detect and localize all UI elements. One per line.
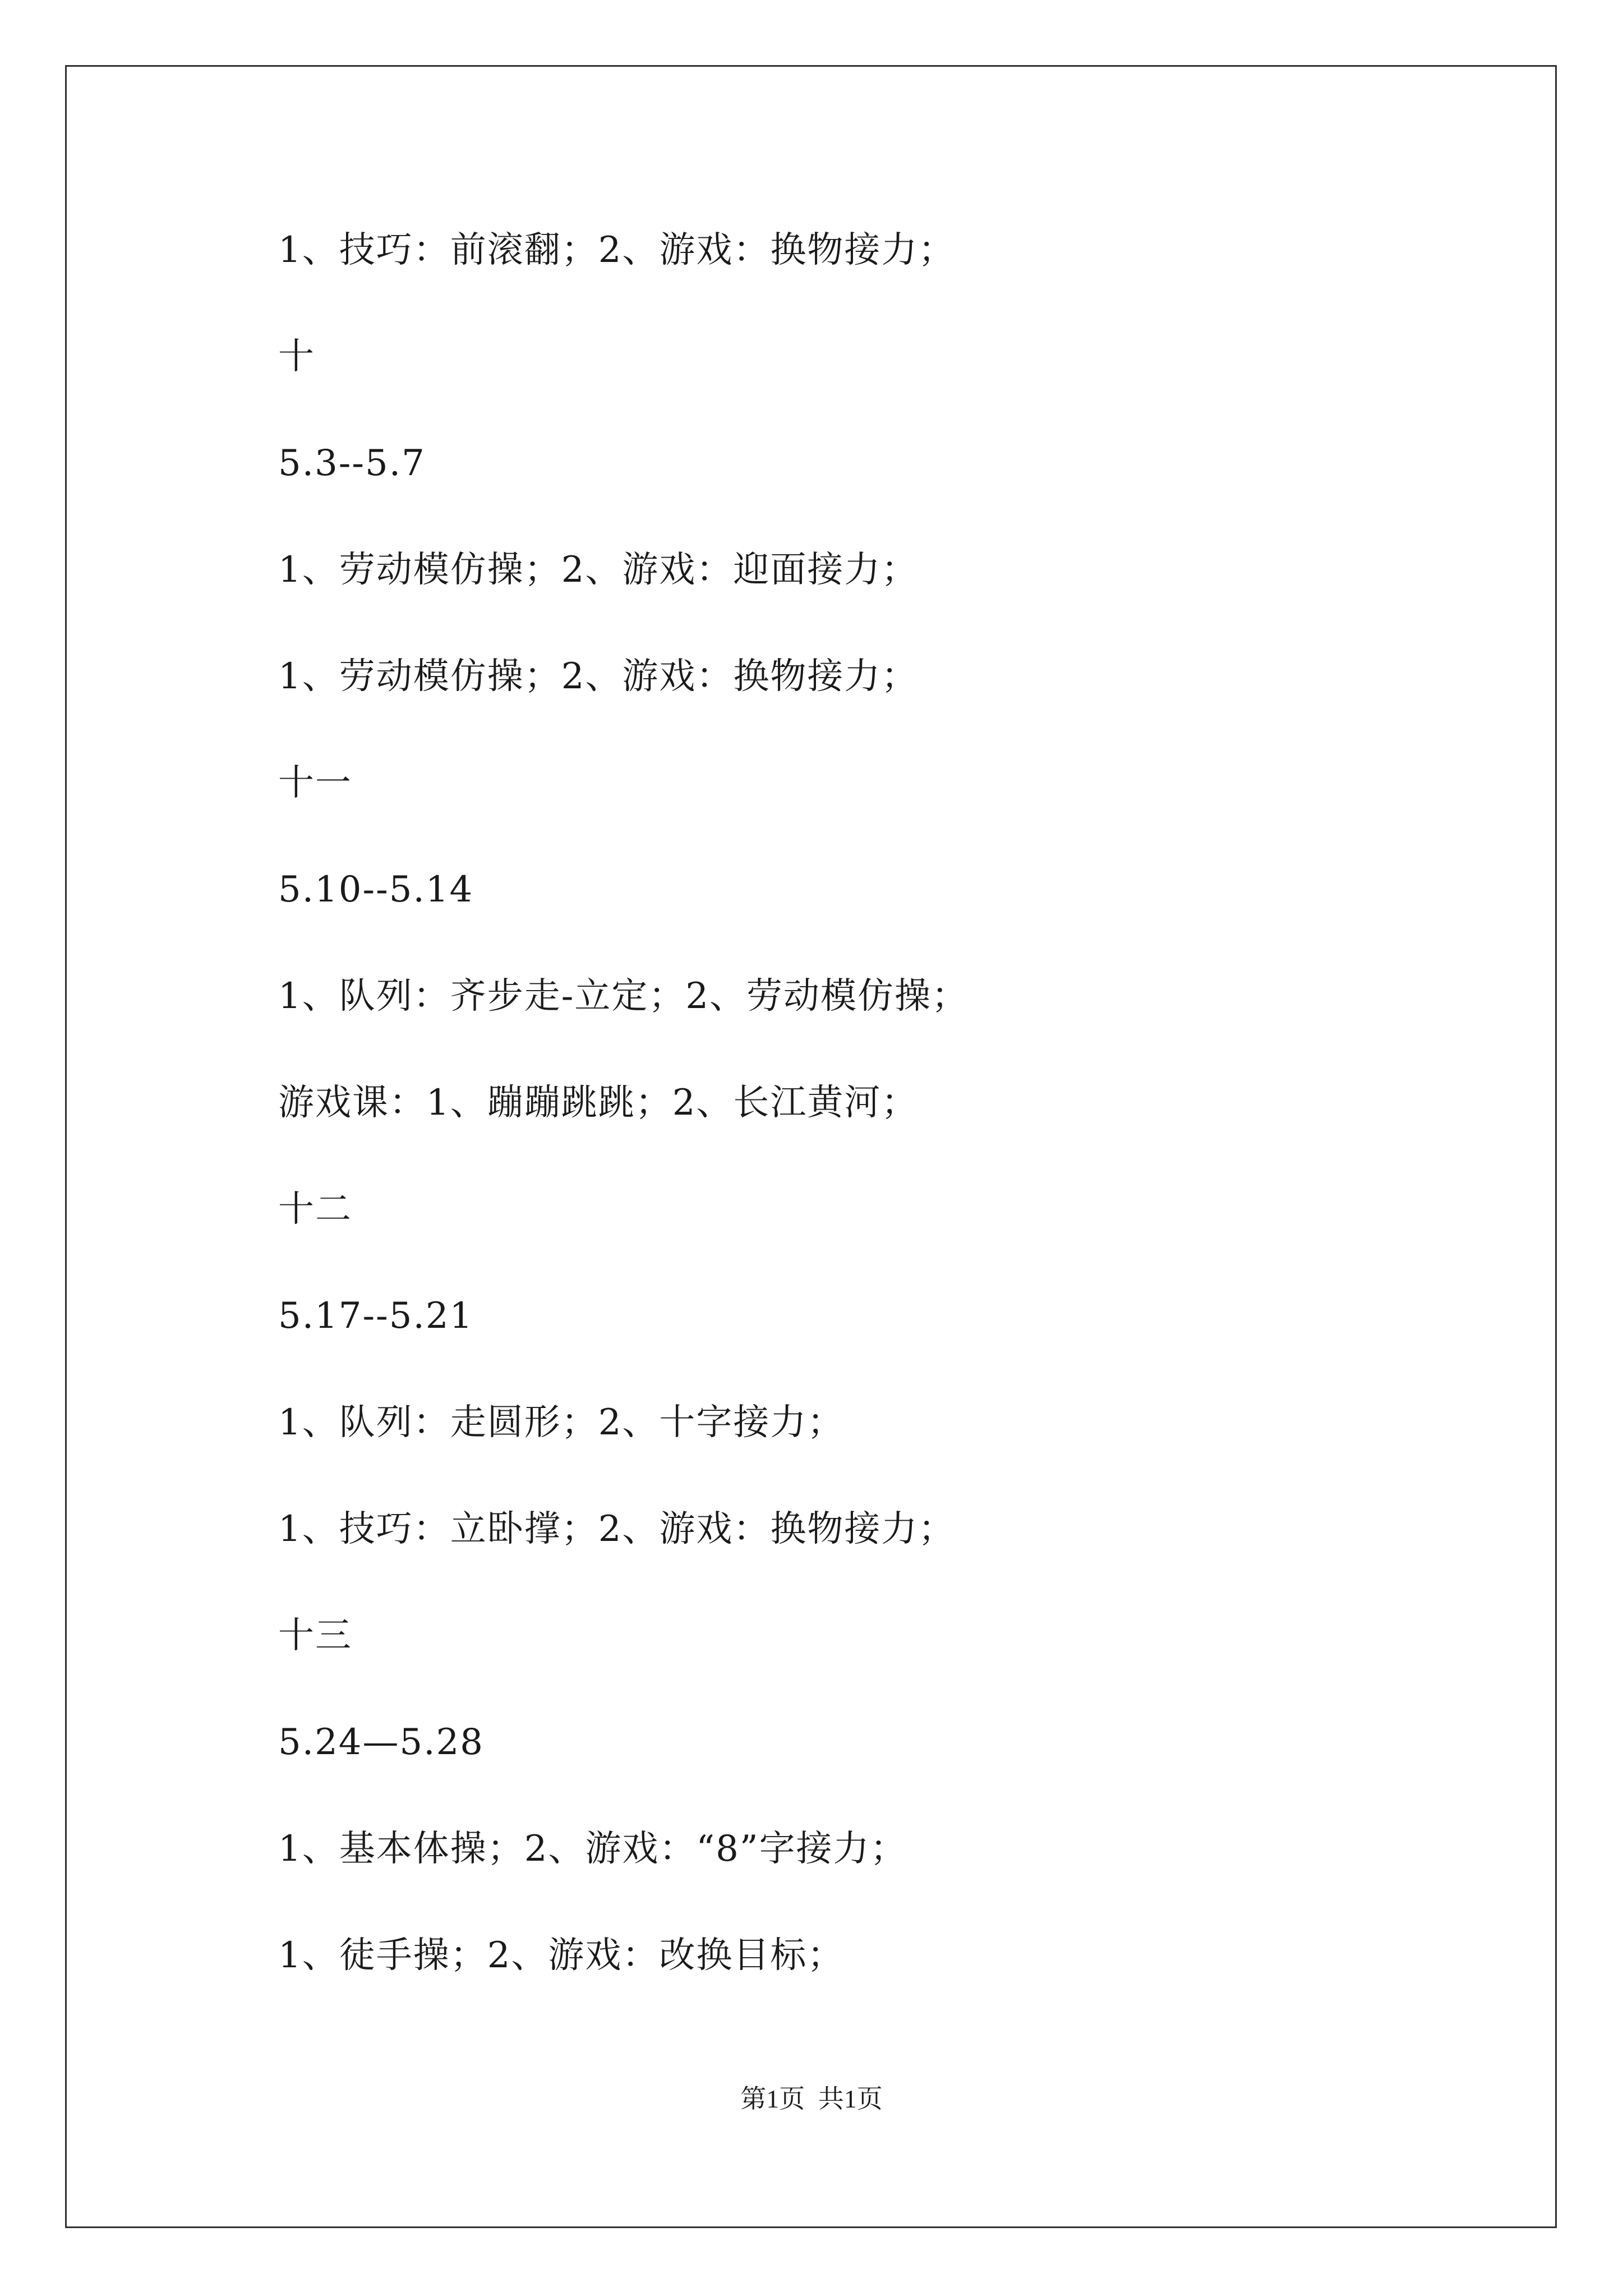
text-line: 1、劳动模仿操；2、游戏：换物接力； [278, 656, 919, 697]
text-line: 游戏课：1、蹦蹦跳跳；2、长江黄河； [278, 1082, 919, 1124]
date-range: 5.24—5.28 [278, 1722, 484, 1763]
text-line: 1、队列：走圆形；2、十字接力； [278, 1402, 845, 1443]
week-number: 十三 [278, 1615, 352, 1657]
date-range: 5.3--5.7 [278, 443, 426, 484]
text-line: 1、技巧：立卧撑；2、游戏：换物接力； [278, 1508, 956, 1550]
text-line: 1、技巧：前滚翻；2、游戏：换物接力； [278, 229, 956, 271]
date-range: 5.17--5.21 [278, 1295, 474, 1337]
week-number: 十一 [278, 762, 352, 804]
date-range: 5.10--5.14 [278, 869, 474, 910]
page-total: 共1页 [818, 2085, 883, 2113]
text-line: 1、徒手操；2、游戏：改换目标； [278, 1935, 845, 1976]
week-number: 十 [278, 336, 315, 378]
text-line: 1、劳动模仿操；2、游戏：迎面接力； [278, 549, 919, 591]
week-number: 十二 [278, 1189, 352, 1230]
text-line: 1、基本体操；2、游戏：“8”字接力； [278, 1828, 907, 1870]
page-border [65, 65, 1557, 2228]
text-line: 1、队列：齐步走-立定；2、劳动模仿操； [278, 976, 969, 1017]
page-number: 第1页 [740, 2085, 805, 2113]
page-footer [0, 2082, 1623, 2116]
